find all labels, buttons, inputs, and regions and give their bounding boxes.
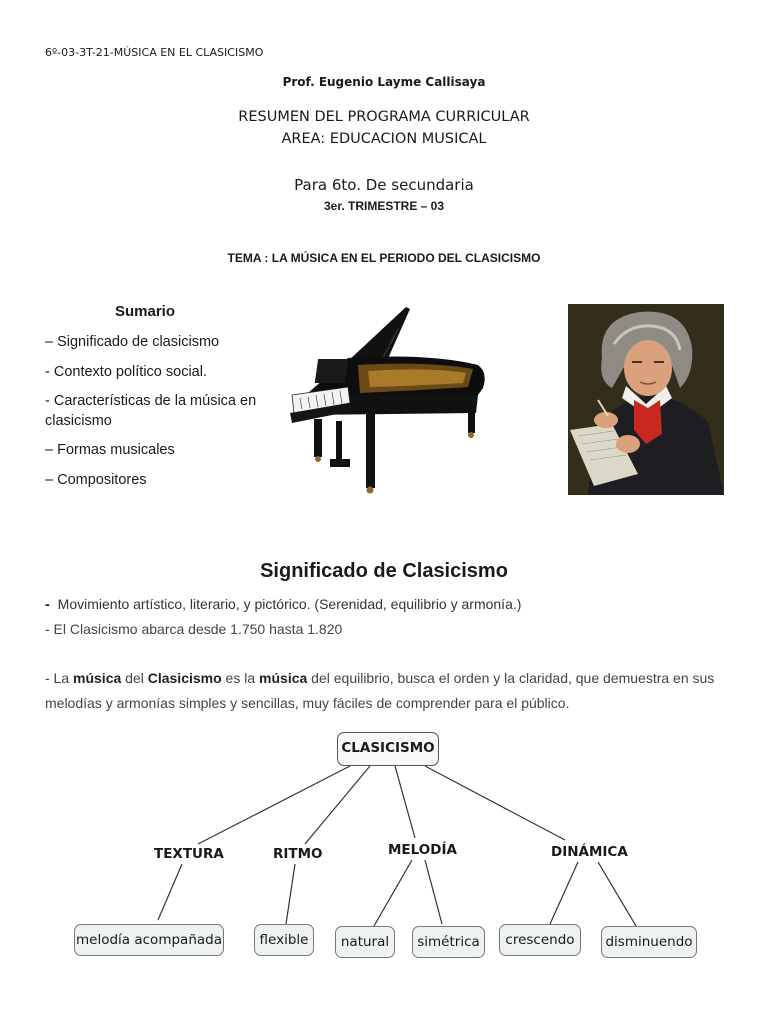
sumario-title: Sumario: [115, 303, 176, 320]
sumario-item: – Compositores: [45, 471, 147, 488]
concept-leaf-simetrica: simétrica: [412, 926, 485, 958]
concept-leaf-flexible: flexible: [254, 924, 314, 956]
sumario-item: - Contexto político social.: [45, 363, 207, 380]
section-title: Significado de Clasicismo: [260, 560, 508, 582]
bold-word: Clasicismo: [147, 670, 222, 686]
concept-map: [70, 728, 710, 968]
sumario-list: [45, 333, 280, 500]
trimester-line: 3er. TRIMESTRE – 03: [323, 199, 445, 213]
sumario-item: – Significado de clasicismo: [45, 334, 220, 350]
bold-word: música: [73, 670, 122, 686]
concept-root-node: CLASICISMO: [337, 732, 439, 766]
bold-word: música: [259, 670, 308, 686]
concept-category-melodia: MELODÍA: [388, 842, 457, 858]
document-title: [0, 106, 768, 150]
paragraph-text: del equilibrio, busca el orden y la claridad, que demuestra en sus melodías y armonías simples y sencillas, muy fáciles de comprender para el público.: [45, 670, 715, 711]
definition-line: [45, 596, 521, 612]
concept-leaf-disminuendo: disminuendo: [601, 926, 697, 958]
sumario-item: – Formas musicales: [45, 442, 175, 458]
concept-leaf-crescendo: crescendo: [499, 924, 581, 956]
title-line-1: RESUMEN DEL PROGRAMA CURRICULAR: [238, 109, 530, 125]
bullet-dash: -: [45, 596, 50, 612]
grand-piano-image: [288, 303, 488, 498]
sumario-item: - Características de la música en clasicismo: [45, 393, 257, 429]
definition-text: Movimiento artístico, literario, y pictórico. (Serenidad, equilibrio y armonía.): [57, 596, 522, 612]
period-line: - El Clasicismo abarca desde 1.750 hasta 1.820: [45, 621, 343, 637]
grade-line: Para 6to. De secundaria: [294, 176, 474, 194]
document-code: 6º-03-3T-21-MÚSICA EN EL CLASICISMO: [45, 46, 264, 59]
composer-portrait-image: [568, 304, 724, 495]
concept-category-textura: TEXTURA: [154, 846, 224, 862]
professor-name: Prof. Eugenio Layme Callisaya: [282, 75, 486, 89]
concept-leaf-natural: natural: [335, 926, 395, 958]
description-paragraph: [45, 666, 735, 716]
topic-heading: TEMA : LA MÚSICA EN EL PERIODO DEL CLASICISMO: [227, 251, 541, 265]
concept-leaf-melodia-acompanada: melodía acompañada: [74, 924, 224, 956]
concept-category-ritmo: RITMO: [273, 846, 323, 862]
title-line-2: AREA: EDUCACION MUSICAL: [281, 131, 487, 147]
paragraph-dash: - La: [45, 670, 74, 686]
paragraph-text: es la: [221, 670, 260, 686]
concept-category-dinamica: DINÁMICA: [551, 844, 628, 860]
paragraph-text: del: [121, 670, 148, 686]
